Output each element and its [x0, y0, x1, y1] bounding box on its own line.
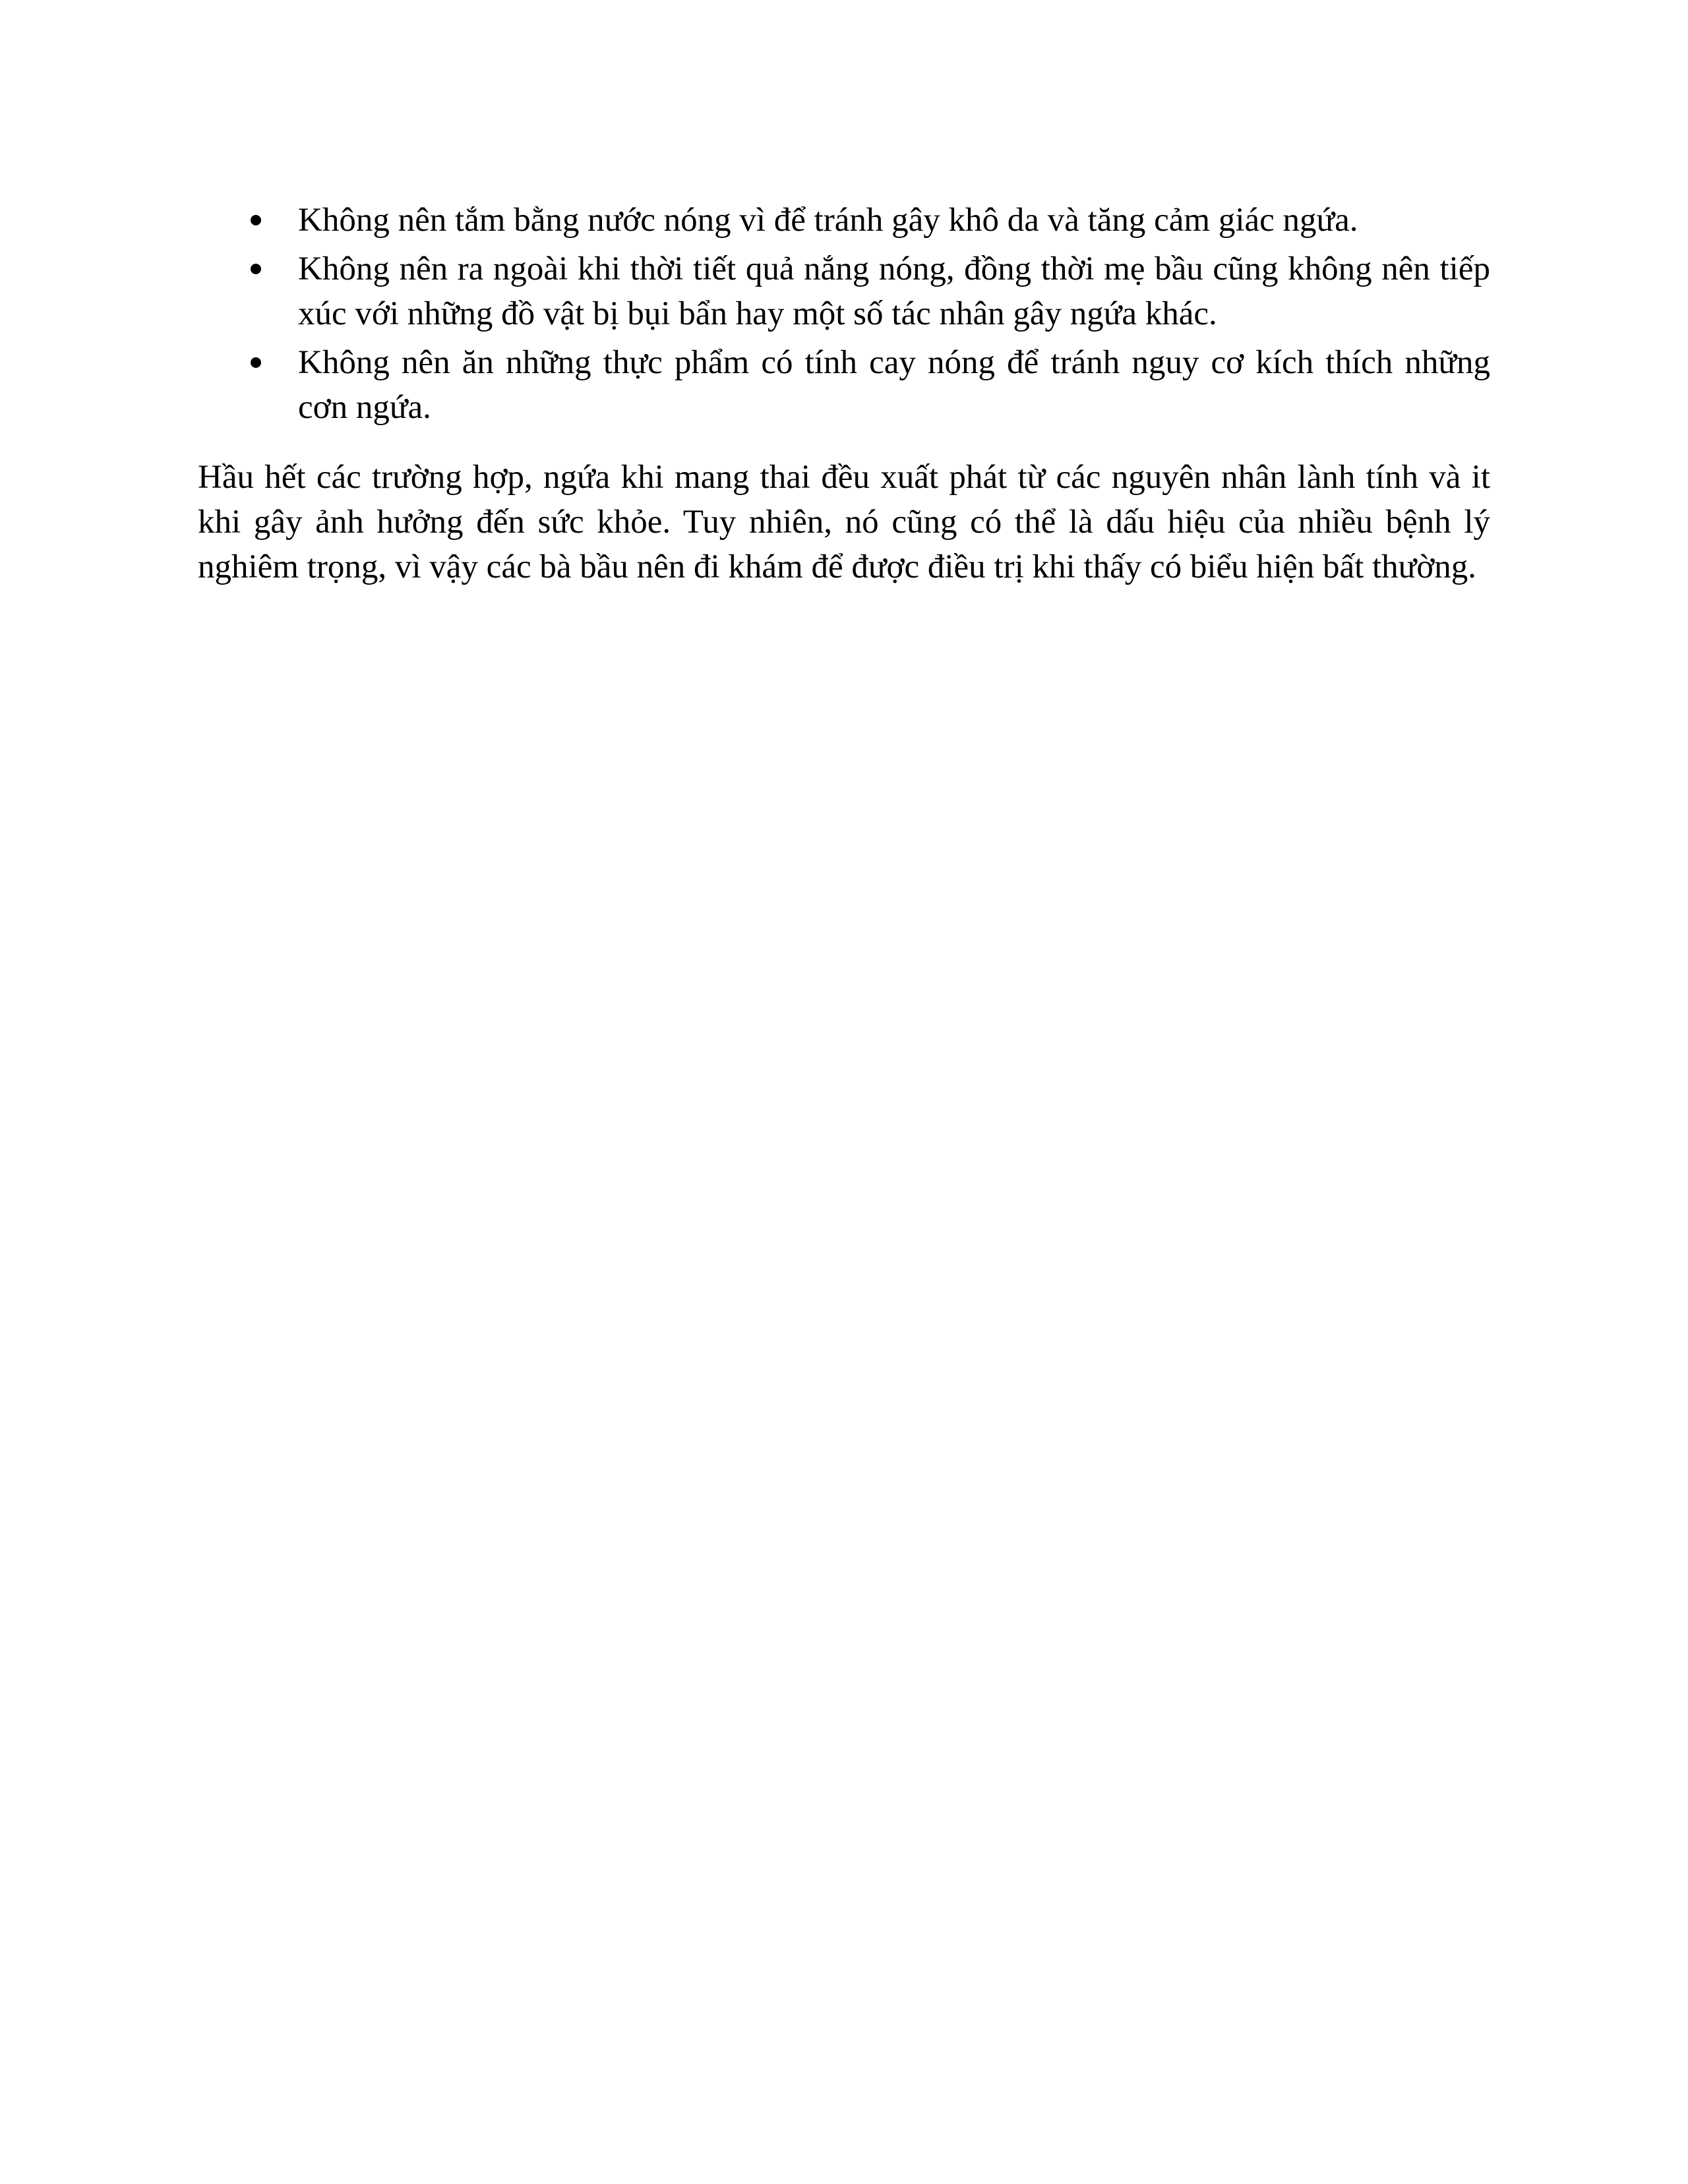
list-item-text: Không nên ra ngoài khi thời tiết quả nắng nóng, đồng thời mẹ bầu cũng không nên tiếp xúc với những đồ vật bị bụi bẩn hay một số tác nhân gây ngứa khác.: [298, 251, 1490, 332]
bullet-dot-icon: [251, 264, 261, 274]
list-item: [198, 198, 1490, 243]
bullet-list: [198, 198, 1490, 430]
body-paragraph: Hầu hết các trường hợp, ngứa khi mang thai đều xuất phát từ các nguyên nhân lành tính và it khi gây ảnh hưởng đến sức khỏe. Tuy nhiên, nó cũng có thể là dấu hiệu của nhiều bệnh lý nghiêm trọng, vì vậy các bà bầu nên đi khám để được điều trị khi thấy có biểu hiện bất thường.: [198, 459, 1490, 585]
list-item: [198, 340, 1490, 430]
document-body: [198, 198, 1490, 589]
list-item-text: Không nên ăn những thực phẩm có tính cay nóng để tránh nguy cơ kích thích những cơn ngứa.: [298, 344, 1490, 426]
bullet-dot-icon: [251, 357, 261, 368]
list-item-text: Không nên tắm bằng nước nóng vì để tránh gây khô da và tăng cảm giác ngứa.: [298, 202, 1358, 239]
bullet-dot-icon: [251, 215, 261, 225]
list-item: [198, 247, 1490, 336]
